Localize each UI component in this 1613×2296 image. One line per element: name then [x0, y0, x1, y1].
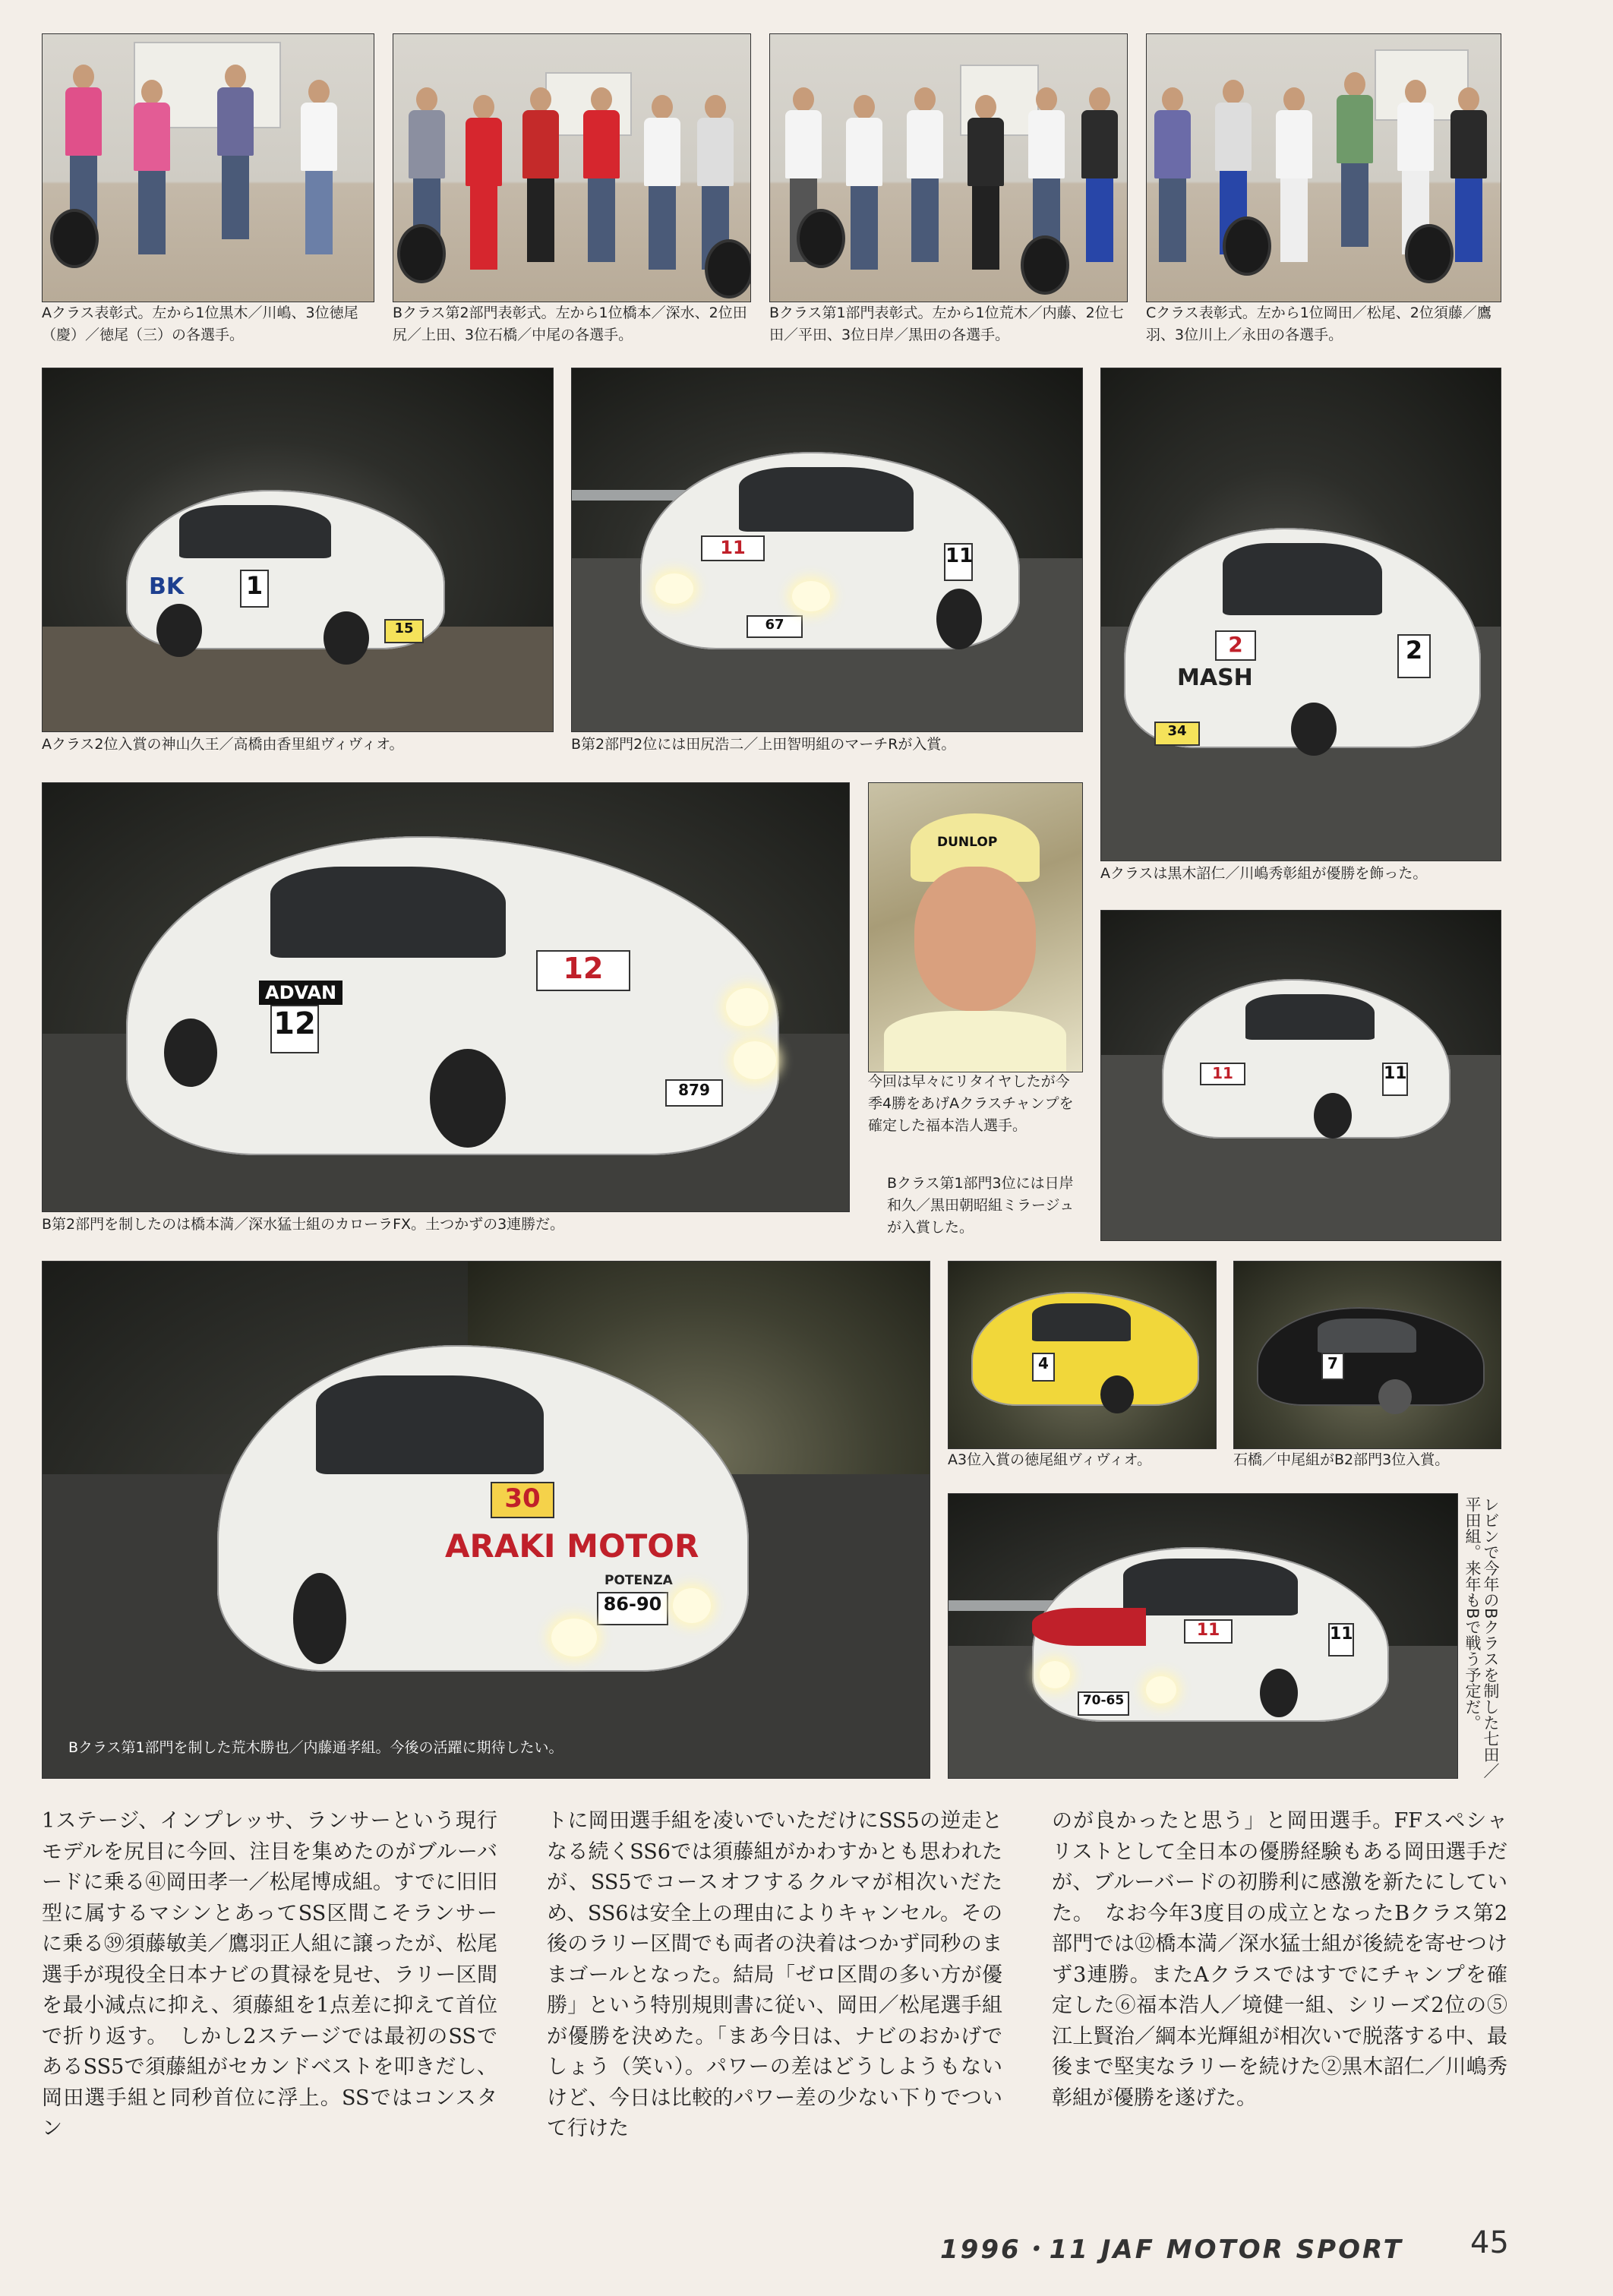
caption-portrait: 今回は早々にリタイヤしたが今季4勝をあげAクラスチャンプを確定した福本浩人選手。	[868, 1073, 1074, 1134]
caption-car-b2-winner: B第2部門を制したのは橋本満／深水猛士組のカローラFX。土つかずの3連勝だ。	[42, 1216, 565, 1233]
license-plate: 70-65	[1078, 1691, 1129, 1716]
photo-ceremony-b2	[393, 33, 751, 302]
body-column-2: トに岡田選手組を凌いでいただけにSS5の逆走となる続くSS6では須藤組がかわすかとも思われたが、SS5でコースオフするクルマが相次いだため、SS6は安全上の理由によりキャンセル。その後のラリー区間でも両者の決着はつかず同秒のままゴールとなった。結局「ゼロ区間の多い方が優勝」という特別規則書に従い、岡田／松尾選手組が優勝を決めた。「まあ今日は、ナビのおかげでしょう（笑い）。パワーの差はどうしようもないけど、今日は比較的パワー差の少ない下りでついて行けた	[547, 1809, 1002, 2140]
license-plate: 34	[1154, 722, 1200, 746]
photo-car-b2-3rd	[1233, 1261, 1501, 1449]
bonnet-number: 11	[1200, 1063, 1245, 1085]
caption-ceremony-b1: Bクラス第1部門表彰式。左から1位荒木／内藤、2位七田／平田、3位日岸／黒田の各選手。	[769, 305, 1124, 343]
livery-text: MASH	[1177, 665, 1253, 691]
license-plate: 86-90	[597, 1592, 668, 1625]
bonnet-number: 11	[1184, 1619, 1233, 1644]
car-levin	[1032, 1547, 1389, 1722]
tyre-prize	[50, 209, 99, 268]
caption-ceremony-c: Cクラス表彰式。左から1位岡田／松尾、2位須藤／鷹羽、3位川上／永田の各選手。	[1146, 305, 1491, 343]
photo-car-b1-winner	[42, 1261, 930, 1779]
photo-car-b2-winner	[42, 782, 850, 1212]
caption-car-b1-winner: Bクラス第1部門を制した荒木勝也／内藤通孝組。今後の活躍に期待したい。	[68, 1739, 563, 1756]
car-number: 11	[701, 535, 765, 561]
caption-car-levin: レビンで今年のBクラスを制した七田／平田組。来年もBで戦う予定だ。	[1463, 1496, 1500, 1779]
caption-car-b2-3rd: 石橋／中尾組がB2部門3位入賞。	[1233, 1451, 1450, 1468]
tyre-prize	[705, 239, 751, 298]
caption-car-a-winner: Aクラスは黒木詔仁／川嶋秀彰組が優勝を飾った。	[1100, 865, 1428, 882]
sponsor-decal: ADVAN	[259, 981, 342, 1005]
page-number: 45	[1470, 2225, 1509, 2260]
tyre-brand-decal: POTENZA	[604, 1573, 673, 1588]
photo-ceremony-a	[42, 33, 374, 302]
car-vivio-a2: BK 1 15	[126, 490, 445, 649]
photo-ceremony-b1	[769, 33, 1128, 302]
photo-car-b2-2nd	[571, 368, 1083, 732]
tyre-prize	[797, 209, 845, 268]
photo-portrait-fukumoto	[868, 782, 1083, 1072]
tyre-prize	[1405, 224, 1454, 283]
car-vivio-a3	[971, 1292, 1199, 1406]
cap-logo: DUNLOP	[937, 835, 998, 850]
car-civic-b2-3rd	[1257, 1307, 1485, 1406]
tyre-prize	[1021, 235, 1069, 295]
sponsor-decal: ARAKI MOTOR	[445, 1527, 699, 1565]
red-livery	[1032, 1608, 1146, 1646]
door-number: 4	[1032, 1353, 1055, 1382]
door-number: 11	[944, 543, 973, 581]
license-plate: 879	[665, 1079, 723, 1107]
shirt	[884, 1011, 1066, 1072]
door-number: 12	[270, 1005, 319, 1053]
photo-car-a-winner	[1100, 368, 1501, 861]
car-number: 1	[240, 570, 269, 608]
car-corolla-b2-winner	[126, 836, 779, 1155]
bonnet-number: 30	[491, 1482, 554, 1518]
photo-car-levin	[948, 1493, 1458, 1779]
license-plate: 15	[384, 619, 424, 643]
door-number: 2	[1397, 634, 1431, 678]
caption-car-a2: Aクラス2位入賞の神山久王／高橋由香里組ヴィヴィオ。	[42, 736, 404, 753]
license-plate: 67	[747, 615, 803, 638]
bonnet-number: 12	[536, 950, 630, 991]
caption-car-a3: A3位入賞の徳尾組ヴィヴィオ。	[948, 1451, 1152, 1468]
caption-car-b1-3rd: Bクラス第1部門3位には日岸和久／黒田朝昭組ミラージュが入賞した。	[887, 1175, 1075, 1236]
bonnet-number: 2	[1215, 630, 1256, 661]
caption-car-b2-2nd: B第2部門2位には田尻浩二／上田智明組のマーチRが入賞。	[571, 736, 956, 753]
car-march-b2-2nd	[640, 452, 1020, 649]
door-number: 11	[1328, 1623, 1354, 1656]
tyre-prize	[1223, 216, 1271, 276]
body-column-1: 1ステージ、インプレッサ、ランサーという現行モデルを尻目に今回、注目を集めたのがブルーバードに乗る㊶岡田孝一／松尾博成組。すでに旧旧型に属するマシンとあってSS区間こそランサーに乗る㊴須藤敏美／鷹羽正人組に譲ったが、松尾選手が現役全日本ナビの貫禄を見せ、ラリー区間を最小減点に抑え、須藤組を1点差に抑えて首位で折り返す。 しかし2ステージでは最初のSSであるSS5で須藤組がセカンドベストを叩きだし、岡田選手組と同秒首位に浮上。SSではコンスタン	[42, 1809, 497, 2140]
photo-car-a2	[42, 368, 554, 732]
tyre-prize	[397, 224, 446, 283]
car-vivio-a-winner	[1124, 528, 1481, 748]
door-number: 7	[1321, 1353, 1344, 1380]
caption-ceremony-a: Aクラス表彰式。左から1位黒木／川嶋、3位徳尾（慶）／徳尾（三）の各選手。	[42, 305, 358, 343]
door-number: 11	[1382, 1063, 1408, 1096]
car-mirage-b1-3rd	[1162, 979, 1450, 1139]
photo-car-b1-3rd	[1100, 910, 1501, 1241]
photo-ceremony-c	[1146, 33, 1501, 302]
issue-footer: 1996・11 JAF MOTOR SPORT	[940, 2234, 1403, 2265]
caption-ceremony-b2: Bクラス第2部門表彰式。左から1位橋本／深水、2位田尻／上田、3位石橋／中尾の各選手。	[393, 305, 747, 343]
photo-car-a3	[948, 1261, 1217, 1449]
face	[914, 867, 1036, 1011]
body-column-3: のが良かったと思う」と岡田選手。FFスペシャリストとして全日本の優勝経験もある岡田選手だが、ブルーバードの初勝利に感激を新たにしていた。 なお今年3度目の成立となったBクラス第2部門では⑫橋本満／深水猛士組が後続を寄せつけず3連勝。またAクラスではすでにチャンプを確定した⑥福本浩人／境健一組、シリーズ2位の⑤江上賢治／綱本光輝組が相次いで脱落する中、最後まで堅実なラリーを続けた②黒木詔仁／川嶋秀彰組が優勝を遂げた。	[1052, 1809, 1507, 2110]
